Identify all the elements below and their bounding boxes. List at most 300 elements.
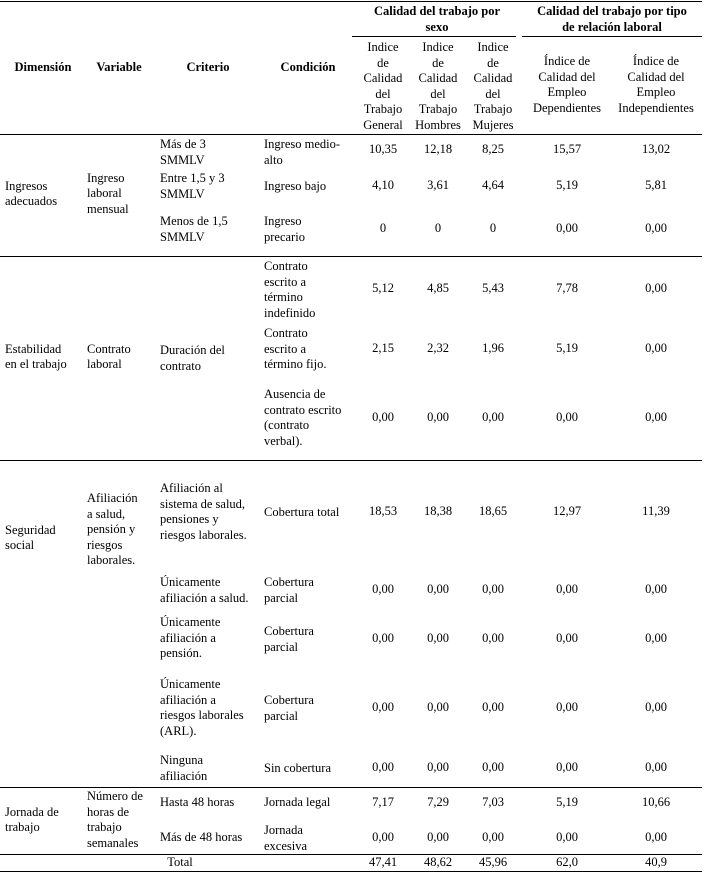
value-hombres: [411, 795, 465, 811]
total-label-line: Total: [167, 855, 193, 870]
condicion-cell-line: Ingreso bajo: [264, 179, 327, 193]
value-general: [356, 142, 410, 158]
criterio-cell: [160, 575, 260, 606]
variable-cell: [87, 491, 157, 569]
total-value-hombres: [411, 855, 465, 871]
value-independientes-line: 0,00: [645, 760, 667, 775]
value-dependientes-line: 0,00: [556, 582, 578, 597]
value-dependientes-line: 5,19: [556, 341, 578, 356]
value-independientes-line: 5,81: [645, 178, 667, 193]
criterio-cell-line: contrato: [160, 358, 201, 373]
value-general-line: 0,00: [372, 700, 394, 715]
value-mujeres: [466, 631, 520, 647]
condicion-cell-line: Sin cobertura: [264, 761, 331, 775]
condicion-cell-line: Cobertura: [264, 575, 314, 589]
criterio-cell: [160, 795, 260, 811]
header-col-hombres-line: Calidad: [418, 71, 458, 85]
criterio-cell: [160, 481, 260, 543]
value-hombres-line: 4,85: [427, 281, 449, 296]
value-general-line: 0,00: [372, 631, 394, 646]
value-hombres-line: 12,18: [423, 142, 453, 157]
header-dimension: [4, 60, 82, 76]
condicion-cell: [264, 387, 356, 449]
variable-cell: [87, 789, 157, 851]
value-dependientes: [520, 142, 614, 158]
header-col-independientes-line: Índice de: [632, 54, 680, 68]
rule-top: [0, 1, 702, 2]
value-independientes-line: 0,00: [645, 830, 667, 845]
value-mujeres: [466, 341, 520, 357]
condicion-cell-line: (contrato: [264, 418, 310, 432]
criterio-cell-line: Entre 1,5 y 3: [160, 171, 225, 185]
value-hombres-line: 3,61: [427, 178, 449, 193]
variable-cell-line: laborales.: [87, 553, 136, 568]
header-group-sexo-line: sexo: [425, 19, 449, 34]
header-col-general-line: General: [363, 117, 403, 132]
value-mujeres: [466, 142, 520, 158]
dimension-cell: [5, 805, 85, 836]
condicion-cell: [264, 795, 356, 811]
variable-cell-line: Afiliación: [87, 491, 138, 506]
variable-cell: [87, 171, 157, 218]
condicion-cell-line: escrito a: [264, 341, 306, 356]
value-independientes: [608, 700, 704, 716]
total-value-independientes-line: 40,9: [645, 855, 667, 870]
total-value-general-line: 47,41: [368, 855, 398, 870]
value-hombres-line: 0,00: [427, 830, 449, 845]
value-independientes: [608, 504, 704, 520]
value-hombres: [411, 410, 465, 426]
header-col-general-line: del: [375, 86, 391, 101]
header-dimension-line: Dimensión: [14, 60, 72, 75]
value-general-line: 0: [379, 221, 387, 236]
rule-after-estabilidad: [0, 460, 702, 461]
header-col-hombres-line: Hombres: [415, 117, 461, 132]
condicion-cell: [264, 505, 356, 521]
header-col-hombres-line: del: [430, 86, 446, 101]
value-independientes-line: 0,00: [645, 631, 667, 646]
dimension-cell: [5, 523, 85, 554]
condicion-cell-line: Jornada legal: [264, 795, 331, 809]
value-mujeres-line: 5,43: [482, 281, 504, 296]
value-dependientes-line: 12,97: [552, 504, 582, 519]
criterio-cell-line: Duración del: [160, 343, 225, 357]
value-general: [356, 221, 410, 237]
header-col-mujeres-line: Calidad: [473, 71, 513, 85]
value-mujeres-line: 18,65: [478, 504, 508, 519]
value-general: [356, 795, 410, 811]
value-general: [356, 178, 410, 194]
header-col-dependientes-line: Empleo: [547, 85, 587, 99]
criterio-cell-line: riesgos laborales: [160, 708, 244, 722]
criterio-cell-line: Ninguna: [160, 753, 204, 767]
value-dependientes-line: 0,00: [556, 830, 578, 845]
value-independientes-line: 0,00: [645, 582, 667, 597]
value-independientes: [608, 582, 704, 598]
value-hombres-line: 0,00: [427, 631, 449, 646]
value-mujeres: [466, 700, 520, 716]
dimension-cell-line: adecuados: [5, 194, 58, 208]
value-hombres: [411, 281, 465, 297]
value-dependientes: [520, 700, 614, 716]
value-dependientes-line: 5,19: [556, 178, 578, 193]
header-criterio: [158, 60, 258, 76]
value-mujeres: [466, 760, 520, 776]
value-independientes: [608, 760, 704, 776]
total-value-independientes: [608, 855, 704, 871]
header-col-dependientes-line: Dependientes: [532, 100, 602, 115]
condicion-cell-line: alto: [264, 152, 283, 167]
criterio-cell: [160, 214, 260, 245]
condicion-cell: [264, 624, 356, 655]
header-group-relacion-line: Calidad del trabajo por tipo: [537, 4, 687, 18]
condicion-cell-line: Cobertura: [264, 693, 314, 707]
total-label: [158, 855, 202, 871]
value-general-line: 0,00: [372, 830, 394, 845]
value-dependientes: [520, 830, 614, 846]
criterio-cell: [160, 830, 260, 846]
criterio-cell-line: afiliación a: [160, 630, 216, 645]
header-condicion: [262, 60, 354, 76]
total-value-mujeres-line: 45,96: [478, 855, 508, 870]
header-col-mujeres-line: del: [485, 86, 501, 101]
variable-cell-line: riesgos: [87, 537, 123, 552]
value-hombres: [411, 142, 465, 158]
header-col-general-line: Trabajo: [363, 102, 403, 116]
value-dependientes: [520, 795, 614, 811]
criterio-cell-line: SMMLV: [160, 186, 205, 201]
header-col-mujeres-line: de: [487, 55, 499, 70]
value-dependientes-line: 0,00: [556, 410, 578, 425]
total-value-hombres-line: 48,62: [423, 855, 453, 870]
value-dependientes-line: 0,00: [556, 760, 578, 775]
value-independientes-line: 0,00: [645, 281, 667, 296]
variable-cell-line: trabajo: [87, 820, 122, 834]
value-hombres: [411, 504, 465, 520]
rule-bottom: [0, 871, 702, 872]
criterio-cell-line: afiliación: [160, 768, 208, 783]
condicion-cell-line: Jornada: [264, 823, 303, 837]
criterio-cell: [160, 343, 260, 374]
value-general: [356, 341, 410, 357]
header-group-sexo: [352, 4, 522, 35]
header-col-independientes-line: Calidad del: [627, 69, 685, 84]
criterio-cell-line: riesgos laborales.: [160, 527, 247, 542]
value-independientes: [608, 178, 704, 194]
rule-after-ingresos: [0, 256, 702, 257]
value-general-line: 18,53: [368, 504, 398, 519]
value-mujeres-line: 0,00: [482, 760, 504, 775]
condicion-cell-line: Cobertura total: [264, 505, 340, 519]
value-independientes: [608, 795, 704, 811]
criterio-cell-line: Únicamente: [160, 677, 221, 691]
variable-cell: [87, 342, 157, 373]
value-dependientes: [520, 760, 614, 776]
value-dependientes: [520, 582, 614, 598]
header-col-hombres-line: Indice: [422, 40, 454, 54]
header-col-dependientes-line: Índice de: [543, 54, 591, 68]
value-dependientes-line: 15,57: [552, 142, 582, 157]
header-group-relacion: [520, 4, 704, 35]
criterio-cell-line: afiliación a: [160, 692, 216, 707]
condicion-cell: [264, 137, 356, 168]
value-general: [356, 281, 410, 297]
value-general: [356, 631, 410, 647]
header-col-dependientes: [520, 54, 614, 116]
criterio-cell-line: pensiones y: [160, 512, 219, 526]
value-independientes-line: 0,00: [645, 700, 667, 715]
value-mujeres: [466, 221, 520, 237]
condicion-cell-line: Cobertura: [264, 624, 314, 638]
rule-header-bottom: [0, 134, 702, 135]
header-variable: [84, 60, 154, 76]
condicion-cell-line: indefinido: [264, 305, 316, 320]
condicion-cell: [264, 823, 356, 854]
criterio-cell-line: sistema de salud,: [160, 496, 246, 511]
criterio-cell-line: Únicamente: [160, 615, 221, 629]
variable-cell-line: mensual: [87, 201, 129, 216]
value-independientes: [608, 221, 704, 237]
header-criterio-line: Criterio: [186, 60, 230, 75]
condicion-cell-line: parcial: [264, 708, 299, 723]
value-independientes-line: 0,00: [645, 410, 667, 425]
variable-cell-line: horas de: [87, 804, 129, 819]
value-hombres: [411, 631, 465, 647]
value-hombres-line: 0,00: [427, 700, 449, 715]
dimension-cell: [5, 179, 85, 210]
value-mujeres-line: 1,96: [482, 341, 504, 356]
value-dependientes-line: 0,00: [556, 700, 578, 715]
criterio-cell-line: SMMLV: [160, 229, 205, 244]
value-hombres: [411, 760, 465, 776]
rule-after-seguridad: [0, 787, 702, 788]
value-hombres: [411, 221, 465, 237]
variable-cell-line: Ingreso: [87, 170, 125, 185]
dimension-cell-line: Seguridad: [5, 522, 56, 537]
value-independientes: [608, 341, 704, 357]
value-mujeres-line: 0,00: [482, 410, 504, 425]
criterio-cell: [160, 753, 260, 784]
value-hombres-line: 2,32: [427, 341, 449, 356]
value-general-line: 7,17: [372, 795, 394, 810]
variable-cell-line: laboral: [87, 186, 122, 201]
value-hombres-line: 0,00: [427, 760, 449, 775]
variable-cell-line: Contrato: [87, 341, 131, 356]
value-general-line: 5,12: [372, 281, 394, 296]
condicion-cell-line: escrito a: [264, 274, 306, 289]
header-col-mujeres-line: Trabajo: [473, 102, 513, 116]
value-independientes-line: 11,39: [642, 504, 670, 519]
value-independientes: [608, 410, 704, 426]
value-general: [356, 830, 410, 846]
value-hombres: [411, 582, 465, 598]
value-general-line: 0,00: [372, 410, 394, 425]
value-mujeres: [466, 795, 520, 811]
variable-cell-line: pensión y: [87, 522, 136, 537]
value-hombres-line: 0,00: [427, 582, 449, 597]
criterio-cell-line: pensión.: [160, 646, 203, 660]
criterio-cell: [160, 171, 260, 202]
total-value-dependientes-line: 62,0: [556, 855, 578, 870]
condicion-cell-line: precario: [264, 229, 305, 244]
criterio-cell-line: afiliación a salud.: [160, 590, 249, 605]
value-dependientes: [520, 221, 614, 237]
header-col-mujeres: [466, 40, 520, 133]
value-independientes-line: 10,66: [641, 795, 671, 810]
header-col-independientes-line: Empleo: [636, 85, 676, 99]
header-col-dependientes-line: Calidad del: [538, 69, 596, 84]
dimension-cell-line: Ingresos: [5, 178, 48, 193]
value-mujeres: [466, 504, 520, 520]
value-independientes: [608, 830, 704, 846]
criterio-cell-line: SMMLV: [160, 152, 205, 167]
value-independientes: [608, 631, 704, 647]
dimension-cell-line: en el trabajo: [5, 357, 67, 371]
condicion-cell-line: verbal).: [264, 433, 303, 448]
rule-sexo-group: [352, 36, 516, 37]
value-hombres-line: 7,29: [427, 795, 449, 810]
value-mujeres: [466, 281, 520, 297]
criterio-cell-line: Menos de 1,5: [160, 214, 228, 228]
header-col-general-line: de: [377, 55, 389, 70]
value-mujeres-line: 0,00: [482, 700, 504, 715]
variable-cell-line: Número de: [87, 789, 143, 803]
value-mujeres-line: 4,64: [482, 178, 504, 193]
condicion-cell-line: Ingreso medio-: [264, 137, 341, 151]
criterio-cell-line: Más de 48 horas: [160, 830, 243, 844]
value-general-line: 4,10: [372, 178, 394, 193]
value-dependientes: [520, 410, 614, 426]
value-mujeres-line: 0,00: [482, 582, 504, 597]
header-col-independientes: [608, 54, 704, 116]
header-col-hombres-line: de: [432, 55, 444, 70]
criterio-cell-line: Hasta 48 horas: [160, 795, 235, 809]
value-independientes-line: 13,02: [641, 142, 671, 157]
dimension-cell-line: Jornada de: [5, 804, 59, 819]
value-dependientes-line: 7,78: [556, 281, 578, 296]
condicion-cell: [264, 214, 356, 245]
condicion-cell-line: Ausencia de: [264, 387, 326, 401]
criterio-cell-line: (ARL).: [160, 723, 197, 738]
value-mujeres-line: 8,25: [482, 142, 504, 157]
condicion-cell: [264, 693, 356, 724]
condicion-cell-line: excesiva: [264, 838, 308, 853]
value-general: [356, 504, 410, 520]
total-value-mujeres: [466, 855, 520, 871]
value-general: [356, 760, 410, 776]
value-dependientes: [520, 341, 614, 357]
value-hombres-line: 0,00: [427, 410, 449, 425]
header-col-general: [356, 40, 410, 133]
header-col-independientes-line: Independientes: [618, 100, 694, 115]
criterio-cell: [160, 677, 260, 739]
condicion-cell: [264, 761, 356, 777]
header-col-hombres-line: Trabajo: [418, 102, 458, 116]
value-hombres: [411, 830, 465, 846]
condicion-cell-line: parcial: [264, 590, 299, 605]
condicion-cell-line: término fijo.: [264, 357, 327, 371]
value-mujeres-line: 0,00: [482, 830, 504, 845]
variable-cell-line: semanales: [87, 835, 139, 850]
value-general-line: 2,15: [372, 341, 394, 356]
value-general-line: 0,00: [372, 760, 394, 775]
rule-relacion-group: [522, 36, 702, 37]
condicion-cell-line: Contrato: [264, 326, 308, 340]
criterio-cell: [160, 137, 260, 168]
value-mujeres: [466, 582, 520, 598]
header-condicion-line: Condición: [280, 60, 336, 75]
value-dependientes-line: 5,19: [556, 795, 578, 810]
value-general: [356, 410, 410, 426]
value-mujeres-line: 0: [489, 221, 497, 236]
header-group-relacion-line: de relación laboral: [562, 19, 662, 34]
header-col-general-line: Calidad: [363, 71, 403, 85]
condicion-cell-line: Contrato: [264, 259, 308, 273]
condicion-cell-line: contrato escrito: [264, 402, 342, 417]
header-group-sexo-line: Calidad del trabajo por: [373, 4, 501, 18]
value-hombres: [411, 341, 465, 357]
value-independientes-line: 0,00: [645, 221, 667, 236]
dimension-cell: [5, 342, 85, 373]
condicion-cell: [264, 179, 356, 195]
value-hombres-line: 0: [434, 221, 442, 236]
dimension-cell-line: social: [5, 538, 35, 552]
total-value-dependientes: [520, 855, 614, 871]
condicion-cell-line: Ingreso: [264, 214, 302, 228]
value-dependientes: [520, 178, 614, 194]
criterio-cell: [160, 615, 260, 662]
value-mujeres: [466, 830, 520, 846]
value-general-line: 0,00: [372, 582, 394, 597]
value-mujeres: [466, 410, 520, 426]
dimension-cell-line: trabajo: [5, 820, 40, 834]
value-dependientes: [520, 504, 614, 520]
value-independientes: [608, 281, 704, 297]
variable-cell-line: a salud,: [87, 506, 126, 521]
value-independientes: [608, 142, 704, 158]
value-general: [356, 582, 410, 598]
value-dependientes-line: 0,00: [556, 221, 578, 236]
condicion-cell: [264, 259, 356, 321]
value-dependientes-line: 0,00: [556, 631, 578, 646]
header-col-mujeres-line: Indice: [477, 40, 509, 54]
condicion-cell-line: término: [264, 290, 303, 304]
value-mujeres-line: 0,00: [482, 631, 504, 646]
criterio-cell-line: Únicamente: [160, 575, 221, 589]
value-mujeres-line: 7,03: [482, 795, 504, 810]
value-dependientes: [520, 281, 614, 297]
value-hombres: [411, 178, 465, 194]
condicion-cell-line: parcial: [264, 639, 299, 654]
value-dependientes: [520, 631, 614, 647]
value-general: [356, 700, 410, 716]
header-col-mujeres-line: Mujeres: [472, 117, 514, 132]
header-variable-line: Variable: [96, 60, 142, 75]
total-value-general: [356, 855, 410, 871]
value-independientes-line: 0,00: [645, 341, 667, 356]
condicion-cell: [264, 326, 356, 373]
criterio-cell-line: Más de 3: [160, 137, 206, 151]
variable-cell-line: laboral: [87, 357, 122, 371]
header-col-general-line: Indice: [367, 40, 399, 54]
header-col-hombres: [411, 40, 465, 133]
value-mujeres: [466, 178, 520, 194]
value-hombres: [411, 700, 465, 716]
dimension-cell-line: Estabilidad: [5, 341, 62, 356]
criterio-cell-line: Afiliación al: [160, 481, 223, 495]
value-hombres-line: 18,38: [423, 504, 453, 519]
value-general-line: 10,35: [368, 142, 398, 157]
